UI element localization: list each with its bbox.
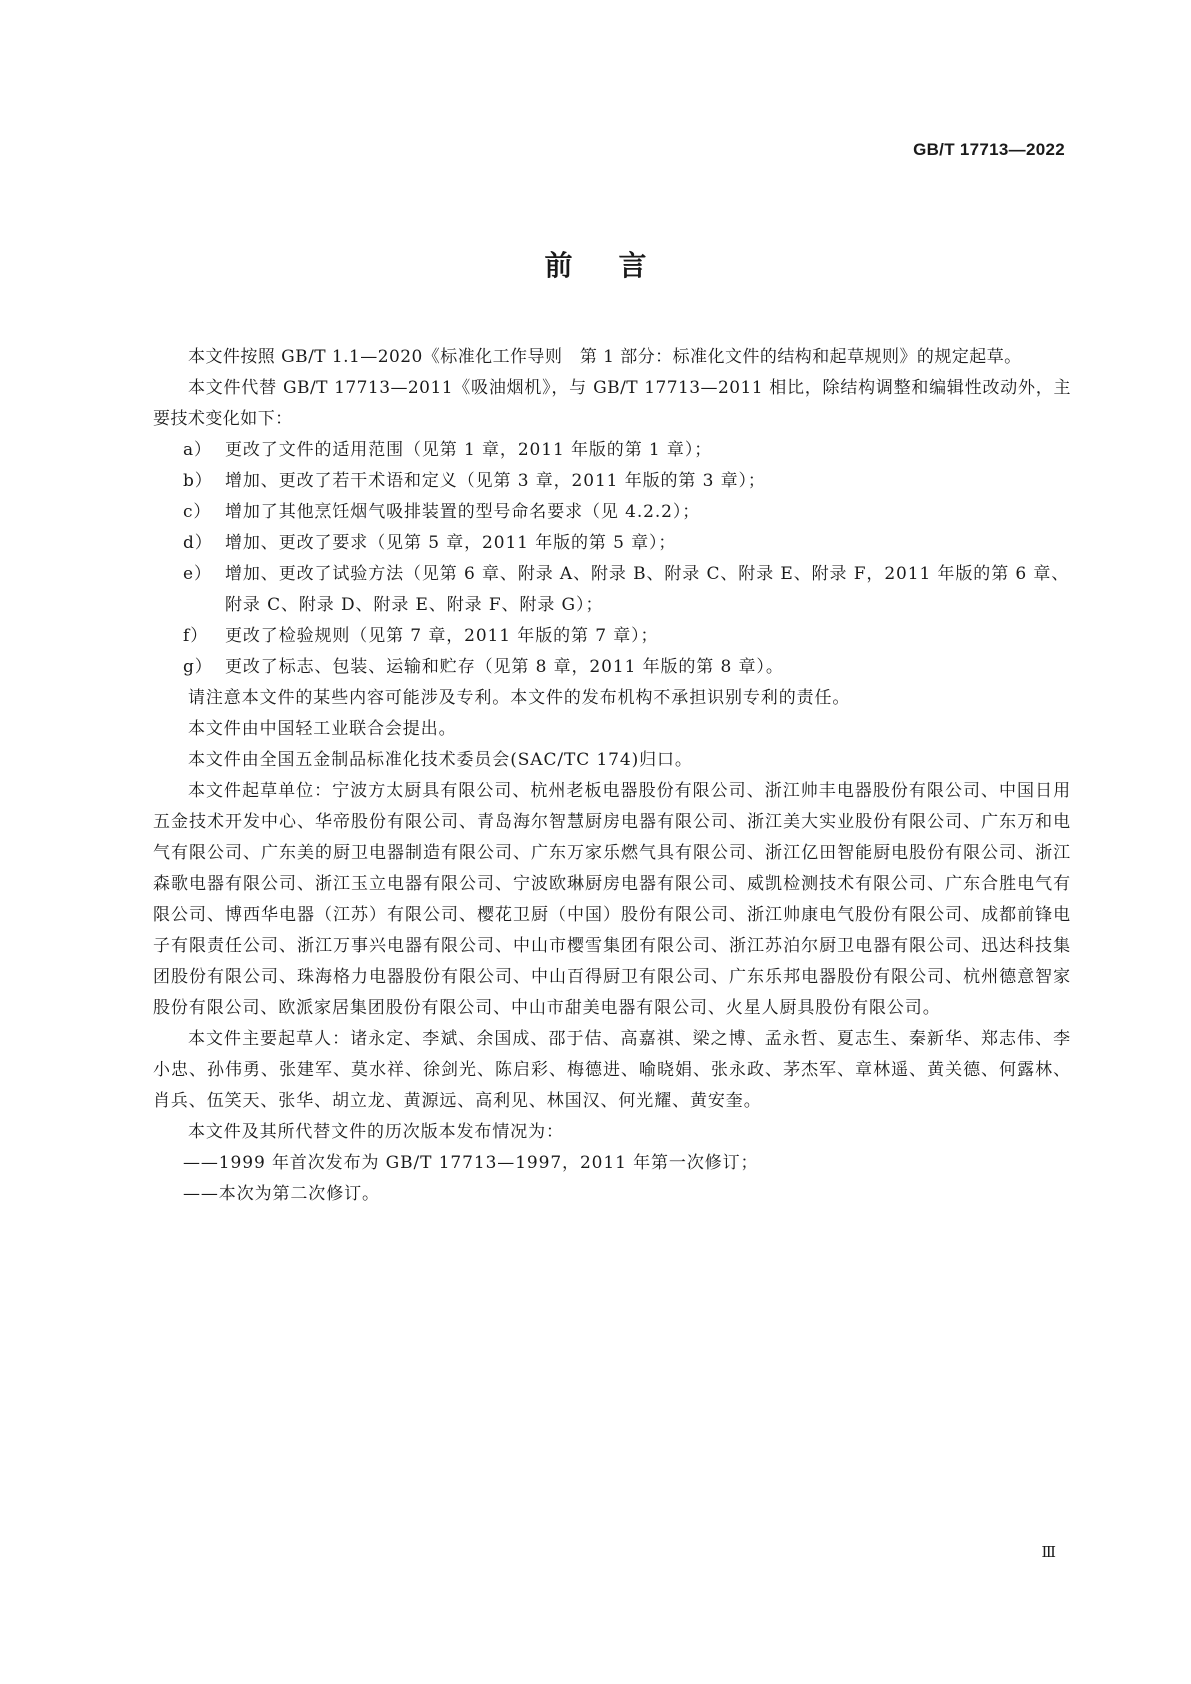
list-item [153,497,1071,528]
list-item [153,559,1071,621]
list-marker: b） [183,471,213,491]
drafters: 本文件主要起草人：诸永定、李斌、余国成、邵于佶、高嘉祺、梁之博、孟永哲、夏志生、秦新华、郑志伟、李小忠、孙伟勇、张建军、莫水祥、徐剑光、陈启彩、梅德进、喻晓娟、张永政、茅杰军、章林遥、黄关德、何露林、肖兵、伍笑天、张华、胡立龙、黄源远、高利见、林国汉、何光耀、黄安奎。 [153,1029,1071,1111]
list-item-text: 更改了标志、包装、运输和贮存（见第 8 章，2011 年版的第 8 章）。 [225,657,784,677]
drafting-units: 本文件起草单位：宁波方太厨具有限公司、杭州老板电器股份有限公司、浙江帅丰电器股份有限公司、中国日用五金技术开发中心、华帝股份有限公司、青岛海尔智慧厨房电器有限公司、浙江美大实业股份有限公司、广东万和电气有限公司、广东美的厨卫电器制造有限公司、广东万家乐燃气具有限公司、浙江亿田智能厨电股份有限公司、浙江森歌电器有限公司、浙江玉立电器有限公司、宁波欧琳厨房电器有限公司、威凯检测技术有限公司、广东合胜电气有限公司、博西华电器（江苏）有限公司、樱花卫厨（中国）股份有限公司、浙江帅康电气股份有限公司、成都前锋电子有限责任公司、浙江万事兴电器有限公司、中山市樱雪集团有限公司、浙江苏泊尔厨卫电器有限公司、迅达科技集团股份有限公司、珠海格力电器股份有限公司、中山百得厨卫有限公司、广东乐邦电器股份有限公司、杭州德意智家股份有限公司、欧派家居集团股份有限公司、中山市甜美电器有限公司、火星人厨具股份有限公司。 [153,781,1071,1018]
history-intro: 本文件及其所代替文件的历次版本发布情况为： [188,1122,564,1142]
list-item [153,466,1071,497]
history-item: ——1999 年首次发布为 GB/T 17713—1997，2011 年第一次修订； [183,1153,759,1173]
history-item: ——本次为第二次修订。 [183,1184,380,1204]
proposed-by: 本文件由中国轻工业联合会提出。 [188,719,457,739]
list-item-text: 增加、更改了试验方法（见第 6 章、附录 A、附录 B、附录 C、附录 E、附录 F，2011 年版的第 6 章、附录 C、附录 D、附录 E、附录 F、附录 G）； [225,564,1070,615]
list-item [153,621,1071,652]
list-marker: c） [183,502,212,522]
patent-notice: 请注意本文件的某些内容可能涉及专利。本文件的发布机构不承担识别专利的责任。 [188,688,851,708]
list-item [153,528,1071,559]
list-marker: e） [183,564,212,584]
list-item-text: 增加、更改了要求（见第 5 章，2011 年版的第 5 章）； [225,533,677,553]
managed-by: 本文件由全国五金制品标准化技术委员会(SAC/TC 174)归口。 [188,750,693,770]
intro-paragraph-replacement: 本文件代替 GB/T 17713—2011《吸油烟机》，与 GB/T 17713—2011 相比，除结构调整和编辑性改动外，主要技术变化如下： [153,378,1071,429]
list-marker: a） [183,440,212,460]
list-marker: f） [183,626,209,646]
list-item-text: 更改了检验规则（见第 7 章，2011 年版的第 7 章）； [225,626,659,646]
list-marker: d） [183,533,213,553]
list-item-text: 更改了文件的适用范围（见第 1 章，2011 年版的第 1 章）； [225,440,713,460]
intro-paragraph-drafting-rules: 本文件按照 GB/T 1.1—2020《标准化工作导则 第 1 部分：标准化文件的结构和起草规则》的规定起草。 [188,347,1022,367]
preface-body [153,342,1071,1210]
page-title: 前言 [544,249,693,282]
list-item [153,652,1071,683]
page-number: Ⅲ [1041,1543,1056,1561]
list-marker: g） [183,657,213,677]
document-number: GB/T 17713—2022 [913,140,1065,159]
list-item [153,435,1071,466]
list-item-text: 增加了其他烹饪烟气吸排装置的型号命名要求（见 4.2.2）； [225,502,701,522]
list-item-text: 增加、更改了若干术语和定义（见第 3 章，2011 年版的第 3 章）； [225,471,766,491]
